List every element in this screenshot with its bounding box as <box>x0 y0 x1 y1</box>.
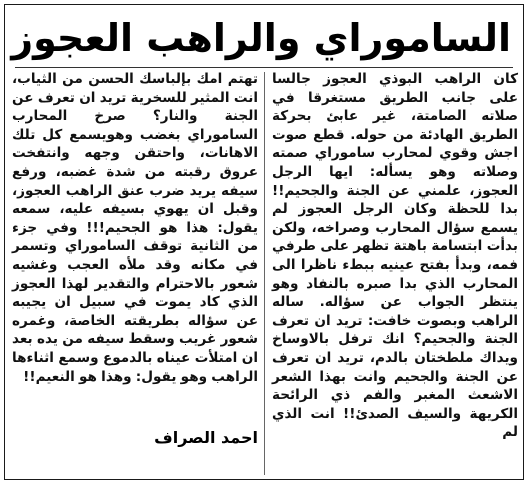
headline-rule <box>15 67 513 68</box>
article-column-left <box>12 70 258 386</box>
column-right-text: كان الراهب البوذي العجوز جالسا على جانب الطريق مستغرقا في صلاته الصامتة، غير عابئ بحركة الطريق الهادئة من حوله. قطع صوت اجش وقوي لمحارب ساموراي صمته وصلاته وهو يسأله: ايها الرجل العجوز، علمني عن الجنة والجحيم!! بدا للحظة وكان الرجل العجوز لم يسمع سؤال المحارب وصراخه، ولكن بدأت ابتسامة باهتة تظهر على طرفي فمه، وبدأ بفتح عينيه ببطء ناظرا الى المحارب الذي بدا صبره بالنفاد وهو ينتظر الجواب عن سؤاله. ساله الراهب وبصوت خافت: تريد ان تعرف الجنة والجحيم؟ انك ترفل بالاوساخ ويداك ملطختان بالدم، تريد ان تعرف عن الجنة والجحيم وانت بهذا الشعر الاشعث المغبر والفم ذي الرائحة الكريهة والسيف الصدئ!! انت الذي لم <box>272 71 518 441</box>
column-left-text: تهتم امك بإلباسك الحسن من الثياب، انت المثير للسخرية تريد ان تعرف عن الجنة والنار؟ صرخ المحارب الساموراي بغضب وهويسمع كل تلك الاهانات، واحتقن وجهه وانتفخت عروق رقبته من شدة غضبه، ورفع سيفه يريد ضرب عنق الراهب العجوز، وقبل ان يهوي بسيفه عليه، سمعه يقول: هذا هو الجحيم!!! وفي جزء من الثانية توقف الساموراي وتسمر في مكانه وقد ملأه العجب وغشيه شعور بالاحترام والتقدير لهذا العجوز الذي كاد يموت في سبيل ان يجيبه عن سؤاله بطريقته الخاصة، وغمره شعور غريب وسقط سيفه من يده بعد ان امتلأت عيناه بالدموع وسمع اثناءها الراهب وهو يقول: وهذا هو النعيم!! <box>12 71 258 385</box>
article-column-right <box>272 70 518 442</box>
author-byline: احمد الصراف <box>154 428 258 447</box>
article-headline: الساموراي والراهب العجوز <box>11 16 511 60</box>
column-divider <box>264 72 265 475</box>
